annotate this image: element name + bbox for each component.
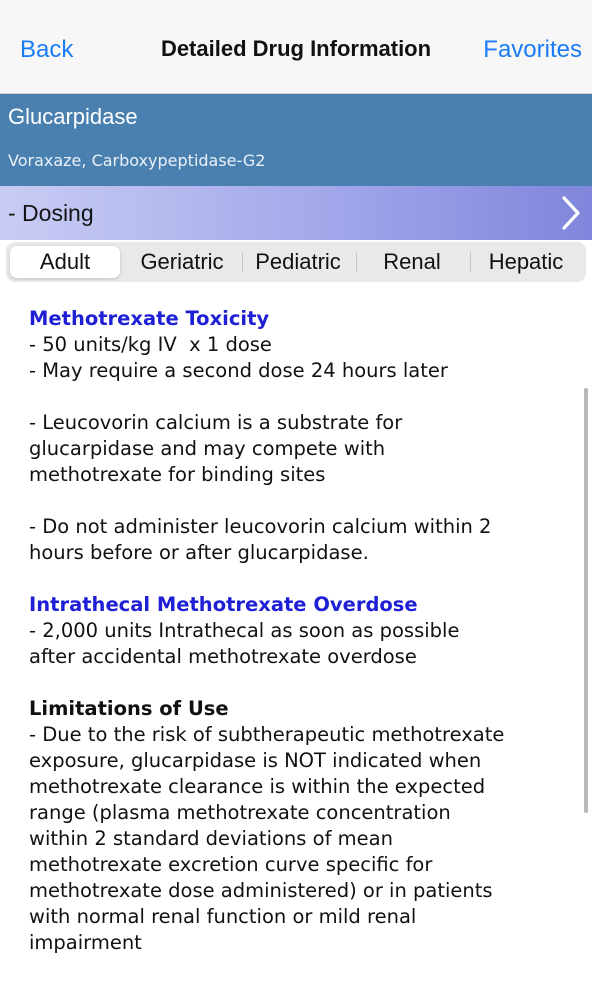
back-button[interactable]: Back — [20, 36, 74, 63]
favorites-button[interactable]: Favorites — [483, 36, 582, 63]
text-line: methotrexate clearance is within the expected — [29, 775, 486, 798]
text-line: range (plasma methotrexate concentration — [29, 801, 451, 824]
tab-adult[interactable]: Adult — [10, 246, 120, 278]
text-line: glucarpidase and may compete with — [29, 437, 386, 460]
population-segmented-control — [6, 242, 586, 282]
tab-hepatic[interactable]: Hepatic — [488, 249, 564, 274]
tab-geriatric[interactable]: Geriatric — [140, 249, 224, 274]
block-heading: Methotrexate Toxicity — [29, 307, 270, 330]
text-line: - Due to the risk of subtherapeutic methotrexate — [29, 723, 505, 746]
tab-renal[interactable]: Renal — [383, 249, 441, 274]
chevron-right-icon — [556, 194, 584, 232]
text-line: after accidental methotrexate overdose — [29, 645, 417, 668]
vertical-scrollbar[interactable] — [584, 388, 588, 813]
drug-header — [0, 94, 592, 186]
page-title: Detailed Drug Information — [160, 36, 432, 61]
block-heading: Limitations of Use — [29, 697, 229, 720]
drug-name: Glucarpidase — [8, 104, 138, 129]
text-line: impairment — [29, 931, 142, 954]
text-line: methotrexate dose administered) or in patients — [29, 879, 493, 902]
text-line: methotrexate for binding sites — [29, 463, 326, 486]
text-line: exposure, glucarpidase is NOT indicated when — [29, 749, 482, 772]
text-line: - Leucovorin calcium is a substrate for — [29, 411, 403, 434]
section-label: - Dosing — [8, 200, 94, 226]
text-line: hours before or after glucarpidase. — [29, 541, 369, 564]
text-line: methotrexate excretion curve specific for — [29, 853, 433, 876]
drug-synonyms: Voraxaze, Carboxypeptidase-G2 — [8, 151, 266, 170]
text-line: within 2 standard deviations of mean — [29, 827, 393, 850]
text-line: - 50 units/kg IV x 1 dose — [29, 333, 272, 356]
intrathecal-overdose-block — [29, 592, 574, 670]
text-line: - Do not administer leucovorin calcium within 2 — [29, 515, 492, 538]
navigation-bar — [0, 0, 592, 94]
tab-pediatric[interactable]: Pediatric — [255, 249, 341, 274]
block-heading: Intrathecal Methotrexate Overdose — [29, 593, 418, 616]
text-line: with normal renal function or mild renal — [29, 905, 417, 928]
text-line: - 2,000 units Intrathecal as soon as possible — [29, 619, 460, 642]
dosing-content — [29, 306, 574, 982]
leucovorin-timing-block — [29, 514, 574, 566]
methotrexate-toxicity-block — [29, 306, 574, 384]
text-line: - May require a second dose 24 hours later — [29, 359, 448, 382]
dosing-section-header[interactable] — [0, 186, 592, 240]
leucovorin-note-block — [29, 410, 574, 488]
limitations-of-use-block — [29, 696, 574, 956]
